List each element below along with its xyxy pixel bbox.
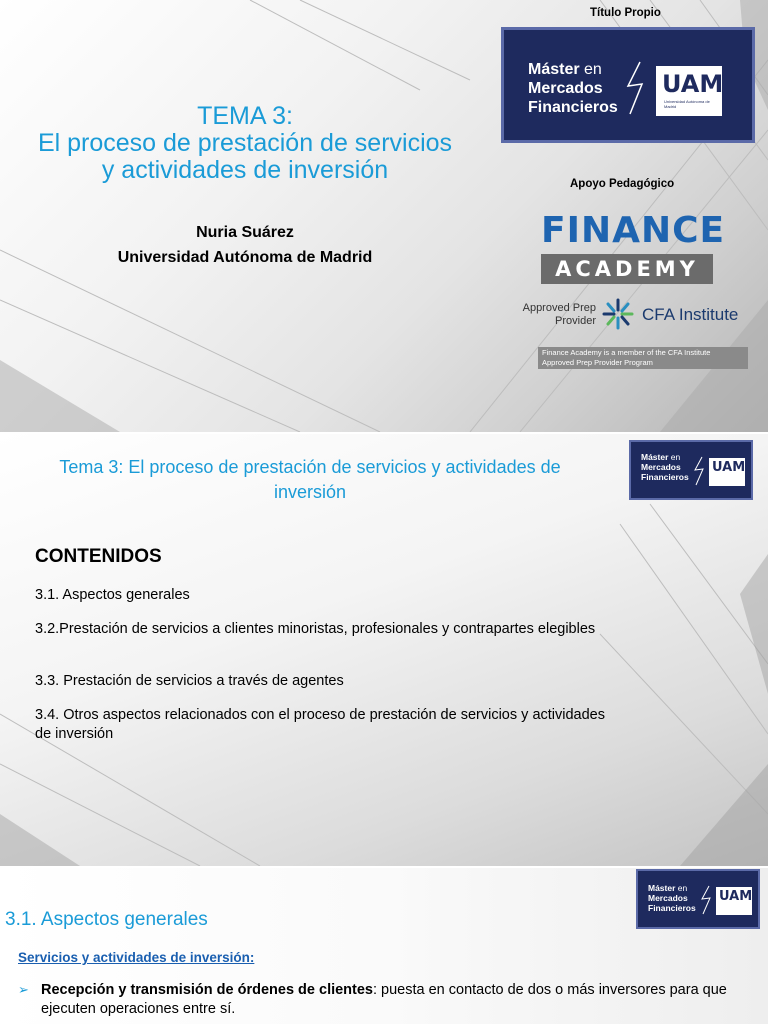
finance-academy-logo-finance: FINANCE	[541, 210, 726, 251]
master-logo: Máster en Mercados Financieros UAM	[629, 440, 753, 500]
arrow-bullet-icon: ➢	[18, 982, 29, 997]
lightning-icon	[622, 60, 650, 116]
slide-title: TEMA 3: El proceso de prestación de servicios y actividades de inversión	[37, 102, 453, 184]
author-block	[90, 220, 400, 270]
cfa-institute-name: CFA Institute	[642, 305, 739, 324]
finance-academy-logo-academy: ACADEMY	[541, 254, 713, 284]
lightning-icon	[692, 456, 706, 486]
section-title: 3.1. Aspectos generales	[5, 909, 208, 930]
author-name: Nuria Suárez	[196, 224, 294, 241]
section-subtitle: Servicios y actividades de inversión:	[18, 950, 255, 965]
slide-title: Tema 3: El proceso de prestación de servicios y actividades de inversión	[59, 457, 561, 502]
uam-logo: UAM	[709, 458, 745, 486]
master-logo: Máster en Mercados Financieros UAM	[636, 869, 760, 929]
contents-item: 3.1. Aspectos generales	[35, 587, 190, 603]
contents-item: 3.3. Prestación de servicios a través de agentes	[35, 673, 344, 689]
cfa-member-note: Finance Academy is a member of the CFA Institute Approved Prep Provider Program	[538, 347, 748, 369]
cfa-globe-icon	[600, 296, 636, 332]
title-slide	[0, 0, 768, 432]
uam-logo: UAM	[716, 887, 752, 915]
university-name: Universidad Autónoma de Madrid	[117, 249, 373, 266]
contents-item: 3.4. Otros aspectos relacionados con el proceso de prestación de servicios y actividades de inversión	[35, 707, 605, 742]
lightning-icon	[699, 885, 713, 915]
contents-slide	[0, 434, 768, 866]
uam-logo: UAM Universidad Autónoma de Madrid	[656, 66, 722, 116]
cfa-approved-text: Approved Prep Provider	[522, 302, 596, 327]
contents-item: 3.2.Prestación de servicios a clientes minoristas, profesionales y contrapartes elegibles	[35, 621, 596, 637]
titulo-propio-label: Título Propio	[590, 7, 661, 19]
apoyo-pedagogico-label: Apoyo Pedagógico	[570, 178, 675, 190]
section-slide	[0, 868, 768, 1024]
contents-heading: CONTENIDOS	[35, 546, 162, 567]
master-logo: Máster en Mercados Financieros UAM Universidad Autónoma de Madrid	[501, 27, 755, 143]
bullet-paragraph: Recepción y transmisión de órdenes de clientes: puesta en contacto de dos o más inversores para que ejecuten operaciones entre sí.	[41, 982, 727, 1017]
